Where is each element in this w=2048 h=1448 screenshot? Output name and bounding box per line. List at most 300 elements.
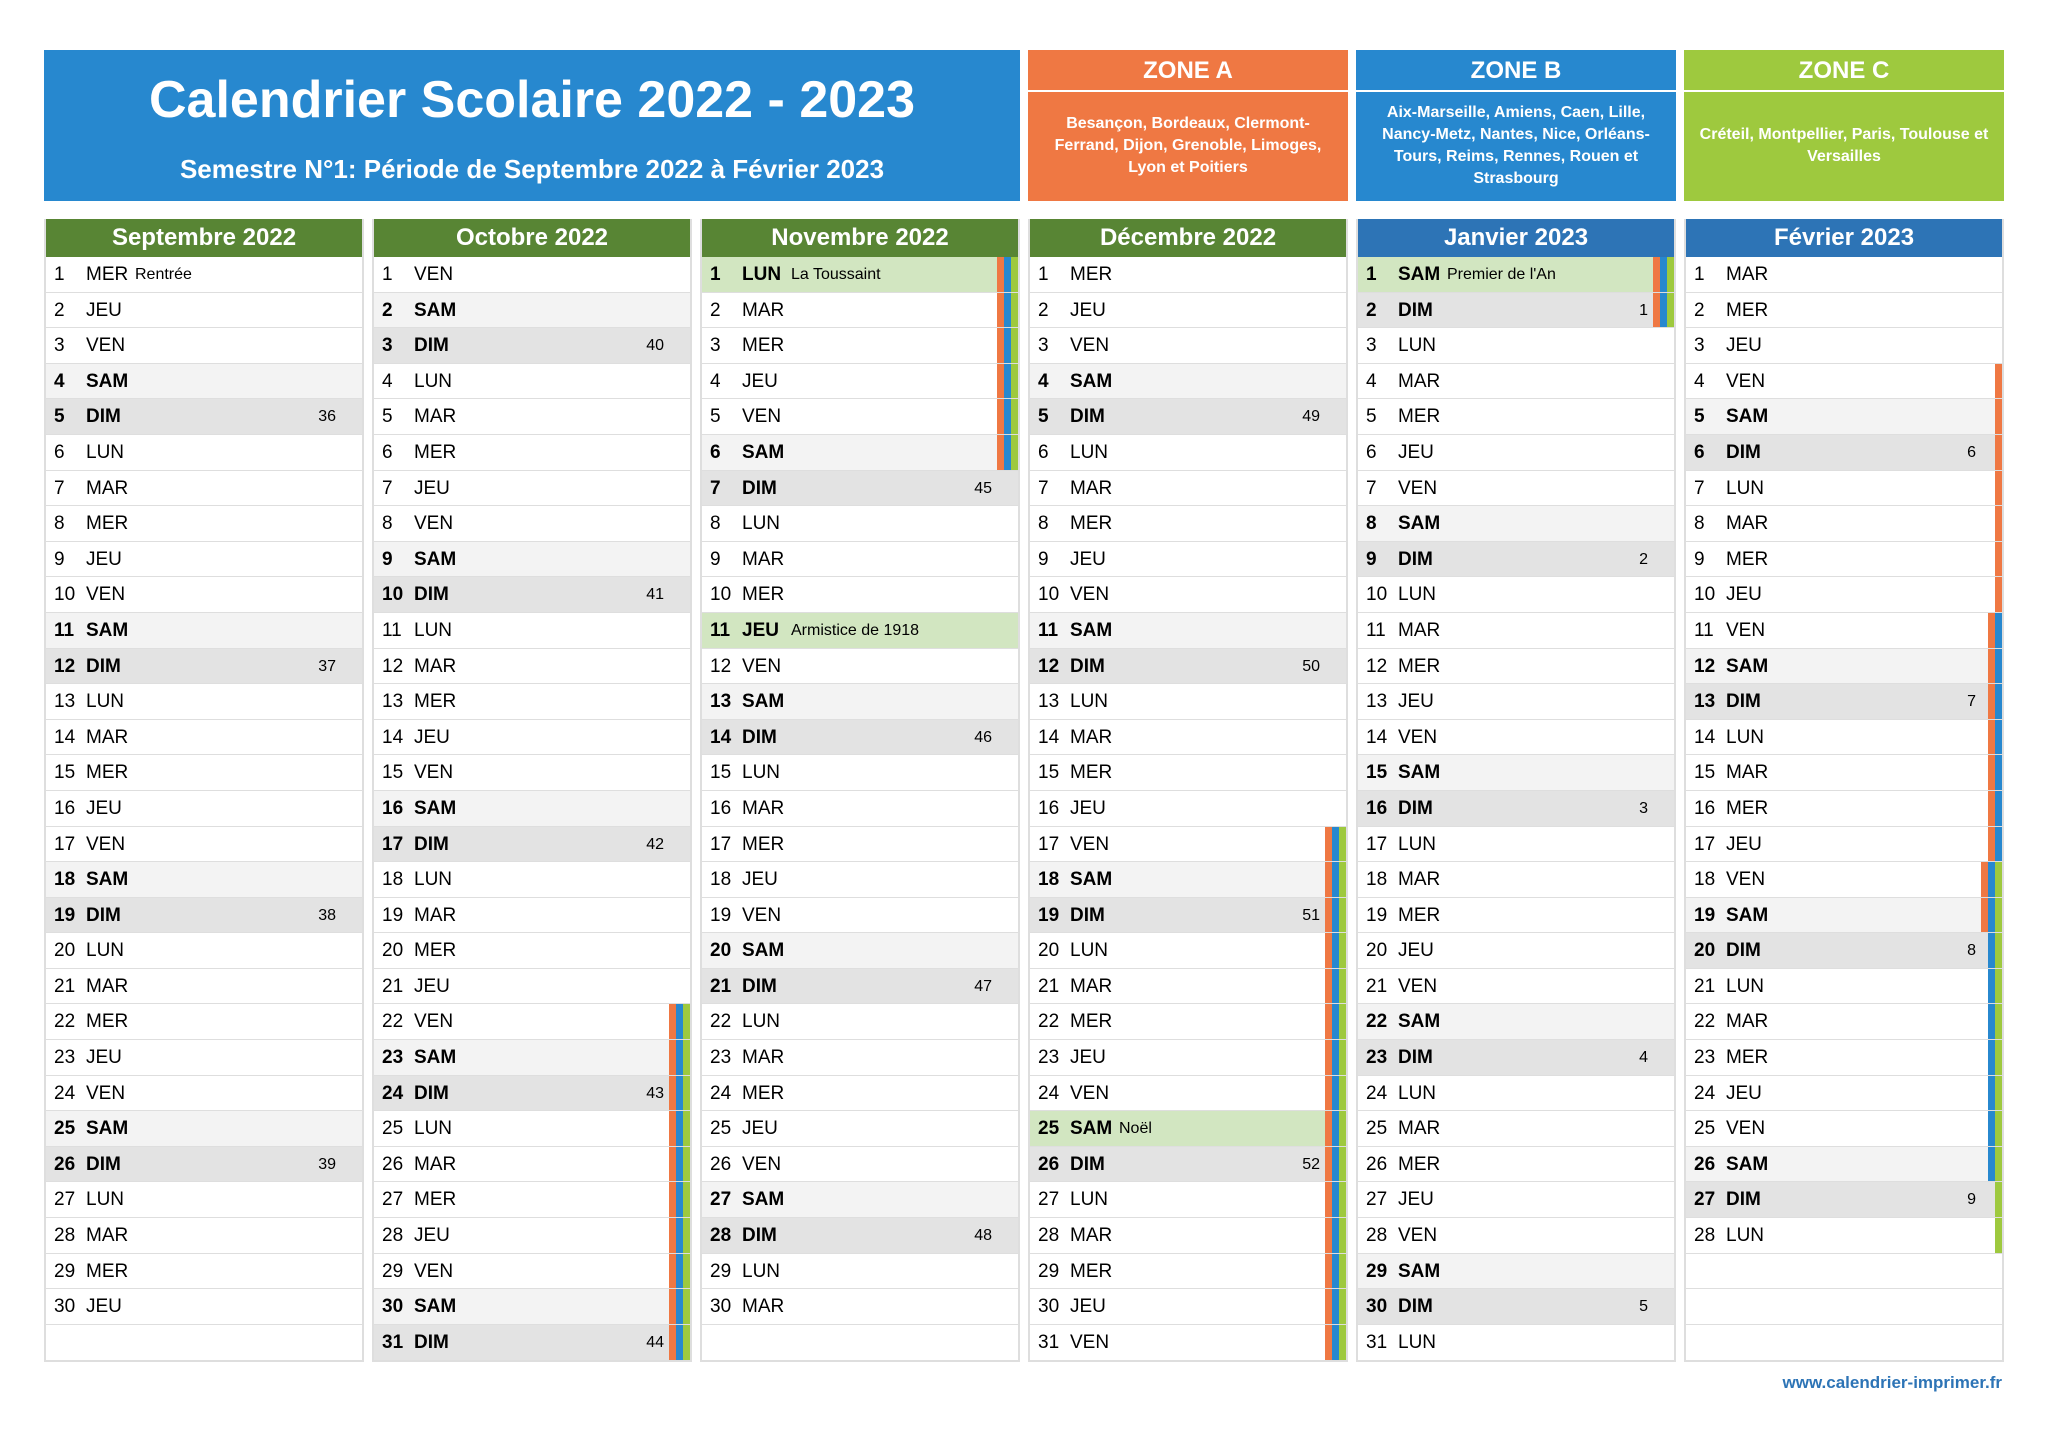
day-row bbox=[1686, 1004, 2002, 1040]
empty-day-row bbox=[1686, 1325, 2002, 1361]
day-row bbox=[374, 969, 690, 1005]
weekday-name: MER bbox=[1070, 513, 1113, 535]
weekday-name: VEN bbox=[1070, 335, 1110, 357]
weekday-name: VEN bbox=[1726, 869, 1766, 891]
weekday-name: MER bbox=[742, 833, 785, 855]
weekday-name: SAM bbox=[742, 691, 785, 713]
vacation-zone-b-bar bbox=[1332, 1111, 1339, 1146]
vacation-zone-b-bar bbox=[1332, 827, 1339, 862]
day-row bbox=[46, 684, 362, 720]
day-row bbox=[1358, 257, 1674, 293]
vacation-zone-c-bar bbox=[1339, 1147, 1346, 1182]
day-row bbox=[374, 577, 690, 613]
vacation-zone-bars bbox=[669, 1289, 690, 1324]
vacation-zone-bars bbox=[1325, 862, 1346, 897]
day-number: 3 bbox=[1038, 335, 1049, 357]
day-row bbox=[702, 1076, 1018, 1112]
month-day-list bbox=[374, 257, 690, 1360]
weekday-name: MER bbox=[86, 513, 129, 535]
vacation-zone-a-bar bbox=[1325, 933, 1332, 968]
vacation-zone-c-bar bbox=[683, 1076, 690, 1111]
day-number: 15 bbox=[54, 762, 76, 784]
day-row bbox=[374, 1254, 690, 1290]
week-number: 39 bbox=[318, 1155, 336, 1173]
zone-c-cities: Créteil, Montpellier, Paris, Toulouse et Versailles bbox=[1699, 125, 1989, 165]
day-number: 17 bbox=[1694, 833, 1716, 855]
weekday-name: MER bbox=[1726, 797, 1769, 819]
vacation-zone-a-bar bbox=[669, 1004, 676, 1039]
day-number: 7 bbox=[1366, 477, 1377, 499]
day-row bbox=[702, 1254, 1018, 1290]
day-row bbox=[374, 1182, 690, 1218]
day-number: 27 bbox=[710, 1189, 732, 1211]
vacation-zone-bars bbox=[1995, 471, 2002, 506]
weekday-name: MER bbox=[742, 1082, 785, 1104]
day-row bbox=[374, 399, 690, 435]
week-number: 5 bbox=[1639, 1298, 1648, 1316]
weekday-name: JEU bbox=[86, 1296, 122, 1318]
vacation-zone-b-bar bbox=[676, 1182, 683, 1217]
day-row bbox=[1358, 720, 1674, 756]
weekday-name: SAM bbox=[1726, 406, 1769, 428]
day-number: 15 bbox=[1366, 762, 1388, 784]
zone-a-title: ZONE A bbox=[1028, 50, 1348, 92]
vacation-zone-b-bar bbox=[676, 1004, 683, 1039]
day-row bbox=[1686, 1040, 2002, 1076]
day-row bbox=[1686, 1182, 2002, 1218]
day-row bbox=[1686, 293, 2002, 329]
month-header: Novembre 2022 bbox=[702, 219, 1018, 257]
day-row bbox=[702, 755, 1018, 791]
weekday-name: VEN bbox=[414, 264, 454, 285]
day-row bbox=[46, 1182, 362, 1218]
day-row bbox=[1030, 1147, 1346, 1183]
day-row bbox=[702, 1289, 1018, 1325]
vacation-zone-c-bar bbox=[683, 1147, 690, 1182]
vacation-zone-bars bbox=[1995, 399, 2002, 434]
weekday-name: MAR bbox=[86, 477, 129, 499]
vacation-zone-b-bar bbox=[1332, 1325, 1339, 1361]
weekday-name: LUN bbox=[86, 1189, 125, 1211]
weekday-name: LUN bbox=[742, 513, 781, 535]
vacation-zone-bars bbox=[1325, 1147, 1346, 1182]
day-row bbox=[374, 791, 690, 827]
weekday-name: MER bbox=[86, 264, 129, 285]
vacation-zone-a-bar bbox=[997, 328, 1004, 363]
weekday-name: MAR bbox=[414, 406, 457, 428]
weekday-name: VEN bbox=[414, 513, 454, 535]
week-number: 37 bbox=[318, 657, 336, 675]
day-row bbox=[1686, 791, 2002, 827]
day-number: 2 bbox=[54, 299, 65, 321]
day-number: 29 bbox=[710, 1260, 732, 1282]
day-row bbox=[374, 862, 690, 898]
vacation-zone-c-bar bbox=[1011, 293, 1018, 328]
weekday-name: MER bbox=[86, 1260, 129, 1282]
day-number: 30 bbox=[54, 1296, 76, 1318]
day-number: 18 bbox=[54, 869, 76, 891]
vacation-zone-bars bbox=[1325, 969, 1346, 1004]
weekday-name: SAM bbox=[742, 1189, 785, 1211]
week-number: 51 bbox=[1302, 906, 1320, 924]
vacation-zone-a-bar bbox=[997, 364, 1004, 399]
weekday-name: LUN bbox=[1070, 691, 1109, 713]
day-row bbox=[46, 1289, 362, 1325]
day-row bbox=[1030, 649, 1346, 685]
day-row bbox=[1358, 969, 1674, 1005]
weekday-name: DIM bbox=[1398, 1047, 1433, 1069]
day-number: 7 bbox=[382, 477, 393, 499]
day-number: 6 bbox=[710, 441, 721, 463]
vacation-zone-b-bar bbox=[676, 1076, 683, 1111]
vacation-zone-c-bar bbox=[1339, 1111, 1346, 1146]
day-number: 9 bbox=[710, 548, 721, 570]
day-row bbox=[46, 649, 362, 685]
day-number: 17 bbox=[1366, 833, 1388, 855]
day-row bbox=[1030, 684, 1346, 720]
weekday-name: MAR bbox=[1070, 1225, 1113, 1247]
weekday-name: JEU bbox=[1398, 441, 1434, 463]
day-number: 20 bbox=[1038, 940, 1060, 962]
day-row bbox=[374, 1076, 690, 1112]
weekday-name: SAM bbox=[86, 619, 129, 641]
weekday-name: MAR bbox=[1398, 869, 1441, 891]
weekday-name: DIM bbox=[414, 1331, 449, 1353]
vacation-zone-bars bbox=[1988, 1076, 2002, 1111]
weekday-name: DIM bbox=[86, 406, 121, 428]
vacation-zone-a-bar bbox=[1325, 1325, 1332, 1361]
day-number: 16 bbox=[1366, 797, 1388, 819]
vacation-zone-bars bbox=[1988, 649, 2002, 684]
weekday-name: LUN bbox=[742, 1260, 781, 1282]
empty-day-row bbox=[1686, 1254, 2002, 1290]
weekday-name: VEN bbox=[1070, 1331, 1110, 1353]
vacation-zone-bars bbox=[669, 1254, 690, 1289]
month-header: Octobre 2022 bbox=[374, 219, 690, 257]
vacation-zone-bars bbox=[1325, 1254, 1346, 1289]
day-number: 28 bbox=[382, 1225, 404, 1247]
day-row bbox=[1030, 613, 1346, 649]
vacation-zone-a-bar bbox=[669, 1111, 676, 1146]
vacation-zone-bars bbox=[1325, 1218, 1346, 1253]
day-row bbox=[1030, 1076, 1346, 1112]
weekday-name: MER bbox=[1398, 655, 1441, 677]
day-row bbox=[46, 506, 362, 542]
vacation-zone-b-bar bbox=[1332, 969, 1339, 1004]
vacation-zone-c-bar bbox=[1339, 1182, 1346, 1217]
day-number: 18 bbox=[1694, 869, 1716, 891]
day-number: 13 bbox=[382, 691, 404, 713]
week-number: 44 bbox=[646, 1333, 664, 1351]
day-number: 12 bbox=[1366, 655, 1388, 677]
weekday-name: LUN bbox=[1070, 940, 1109, 962]
week-number: 42 bbox=[646, 835, 664, 853]
day-number: 31 bbox=[382, 1331, 404, 1353]
day-number: 5 bbox=[382, 406, 393, 428]
day-number: 14 bbox=[54, 726, 76, 748]
vacation-zone-a-bar bbox=[1995, 399, 2002, 434]
day-row bbox=[1030, 862, 1346, 898]
vacation-zone-bars bbox=[1325, 827, 1346, 862]
day-number: 28 bbox=[710, 1225, 732, 1247]
vacation-zone-a-bar bbox=[669, 1218, 676, 1253]
day-number: 17 bbox=[54, 833, 76, 855]
day-number: 25 bbox=[54, 1118, 76, 1140]
day-number: 23 bbox=[54, 1047, 76, 1069]
day-row bbox=[374, 1040, 690, 1076]
day-number: 3 bbox=[382, 335, 393, 357]
vacation-zone-a-bar bbox=[1995, 577, 2002, 612]
weekday-name: DIM bbox=[1070, 406, 1105, 428]
month-day-list bbox=[46, 257, 362, 1360]
day-row bbox=[374, 649, 690, 685]
weekday-name: SAM bbox=[86, 370, 129, 392]
day-row bbox=[702, 1111, 1018, 1147]
day-row bbox=[1030, 933, 1346, 969]
weekday-name: LUN bbox=[414, 869, 453, 891]
day-number: 1 bbox=[54, 264, 65, 285]
weekday-name: DIM bbox=[414, 584, 449, 606]
day-row bbox=[1358, 791, 1674, 827]
day-number: 21 bbox=[382, 975, 404, 997]
day-row bbox=[374, 1111, 690, 1147]
day-number: 27 bbox=[1038, 1189, 1060, 1211]
month-day-list bbox=[1358, 257, 1674, 1360]
day-number: 21 bbox=[1694, 975, 1716, 997]
weekday-name: SAM bbox=[1726, 1153, 1769, 1175]
day-number: 6 bbox=[54, 441, 65, 463]
weekday-name: SAM bbox=[414, 548, 457, 570]
week-number: 1 bbox=[1639, 301, 1648, 319]
vacation-zone-a-bar bbox=[1325, 827, 1332, 862]
day-number: 2 bbox=[1366, 299, 1377, 321]
day-row bbox=[46, 1218, 362, 1254]
vacation-zone-bars bbox=[1653, 293, 1674, 328]
day-number: 30 bbox=[382, 1296, 404, 1318]
weekday-name: VEN bbox=[742, 655, 782, 677]
day-number: 17 bbox=[710, 833, 732, 855]
vacation-zone-b-bar bbox=[1332, 1218, 1339, 1253]
day-number: 22 bbox=[1694, 1011, 1716, 1033]
vacation-zone-bars bbox=[669, 1325, 690, 1361]
day-row bbox=[1358, 933, 1674, 969]
weekday-name: LUN bbox=[742, 264, 782, 285]
vacation-zone-b-bar bbox=[1332, 1147, 1339, 1182]
vacation-zone-c-bar bbox=[683, 1218, 690, 1253]
day-number: 2 bbox=[382, 299, 393, 321]
weekday-name: MAR bbox=[1726, 1011, 1769, 1033]
week-number: 40 bbox=[646, 337, 664, 355]
day-number: 19 bbox=[382, 904, 404, 926]
day-number: 13 bbox=[1694, 691, 1716, 713]
weekday-name: VEN bbox=[742, 1153, 782, 1175]
day-number: 6 bbox=[1366, 441, 1377, 463]
weekday-name: JEU bbox=[1398, 1189, 1434, 1211]
vacation-zone-bars bbox=[1988, 933, 2002, 968]
day-number: 23 bbox=[1366, 1047, 1388, 1069]
weekday-name: JEU bbox=[1726, 335, 1762, 357]
weekday-name: JEU bbox=[742, 370, 778, 392]
week-number: 41 bbox=[646, 586, 664, 604]
day-number: 8 bbox=[382, 513, 393, 535]
day-number: 4 bbox=[54, 370, 65, 392]
day-number: 18 bbox=[710, 869, 732, 891]
day-row bbox=[374, 827, 690, 863]
vacation-zone-bars bbox=[1988, 755, 2002, 790]
day-number: 11 bbox=[54, 619, 75, 641]
vacation-zone-b-bar bbox=[1660, 257, 1667, 292]
vacation-zone-a-bar bbox=[1988, 649, 1995, 684]
vacation-zone-c-bar bbox=[1995, 862, 2002, 897]
weekday-name: LUN bbox=[1398, 1082, 1437, 1104]
month-december-2022 bbox=[1028, 219, 1348, 1362]
day-row bbox=[1358, 399, 1674, 435]
day-number: 30 bbox=[1038, 1296, 1060, 1318]
day-row bbox=[1358, 1147, 1674, 1183]
vacation-zone-a-bar bbox=[1325, 862, 1332, 897]
vacation-zone-bars bbox=[1653, 257, 1674, 292]
day-row bbox=[1030, 898, 1346, 934]
day-row bbox=[702, 898, 1018, 934]
weekday-name: LUN bbox=[414, 370, 453, 392]
vacation-zone-b-bar bbox=[1332, 1182, 1339, 1217]
day-row bbox=[1030, 471, 1346, 507]
vacation-zone-bars bbox=[1995, 1182, 2002, 1217]
day-number: 5 bbox=[710, 406, 721, 428]
day-row bbox=[702, 399, 1018, 435]
page-title: Calendrier Scolaire 2022 - 2023 bbox=[148, 71, 915, 129]
day-row bbox=[46, 257, 362, 293]
weekday-name: VEN bbox=[1398, 1225, 1438, 1247]
week-number: 3 bbox=[1639, 799, 1648, 817]
day-number: 12 bbox=[710, 655, 732, 677]
day-row bbox=[1358, 613, 1674, 649]
day-number: 14 bbox=[710, 726, 732, 748]
day-row bbox=[1358, 755, 1674, 791]
day-number: 27 bbox=[54, 1189, 76, 1211]
weekday-name: SAM bbox=[1398, 264, 1441, 285]
weekday-name: MAR bbox=[1070, 477, 1113, 499]
weekday-name: LUN bbox=[1726, 726, 1765, 748]
day-row bbox=[702, 969, 1018, 1005]
day-number: 25 bbox=[382, 1118, 404, 1140]
vacation-zone-a-bar bbox=[669, 1325, 676, 1361]
day-row bbox=[46, 969, 362, 1005]
weekday-name: SAM bbox=[1726, 655, 1769, 677]
day-number: 29 bbox=[54, 1260, 76, 1282]
weekday-name: MAR bbox=[1070, 726, 1113, 748]
vacation-zone-b-bar bbox=[1332, 862, 1339, 897]
day-row bbox=[46, 399, 362, 435]
day-number: 22 bbox=[1366, 1011, 1388, 1033]
weekday-name: SAM bbox=[414, 1047, 457, 1069]
vacation-zone-bars bbox=[997, 328, 1018, 363]
empty-day-row bbox=[1686, 1289, 2002, 1325]
weekday-name: JEU bbox=[1726, 584, 1762, 606]
vacation-zone-a-bar bbox=[1981, 898, 1988, 933]
vacation-zone-a-bar bbox=[1325, 1254, 1332, 1289]
vacation-zone-b-bar bbox=[1988, 862, 1995, 897]
vacation-zone-a-bar bbox=[997, 293, 1004, 328]
day-number: 20 bbox=[54, 940, 76, 962]
weekday-name: LUN bbox=[86, 940, 125, 962]
day-row bbox=[46, 1004, 362, 1040]
day-number: 22 bbox=[54, 1011, 76, 1033]
day-row bbox=[374, 257, 690, 293]
day-row bbox=[374, 293, 690, 329]
day-row bbox=[46, 720, 362, 756]
day-row bbox=[1358, 684, 1674, 720]
day-row bbox=[702, 791, 1018, 827]
day-row bbox=[374, 684, 690, 720]
day-number: 10 bbox=[1694, 584, 1716, 606]
day-row bbox=[702, 542, 1018, 578]
day-number: 5 bbox=[1038, 406, 1049, 428]
event-label: Noël bbox=[1119, 1120, 1152, 1138]
vacation-zone-c-bar bbox=[1339, 898, 1346, 933]
day-row bbox=[702, 933, 1018, 969]
day-number: 25 bbox=[1366, 1118, 1388, 1140]
vacation-zone-bars bbox=[1995, 364, 2002, 399]
vacation-zone-c-bar bbox=[683, 1004, 690, 1039]
day-number: 23 bbox=[710, 1047, 732, 1069]
day-number: 11 bbox=[382, 619, 402, 641]
day-row bbox=[46, 791, 362, 827]
day-number: 1 bbox=[382, 264, 393, 285]
day-number: 30 bbox=[710, 1296, 732, 1318]
weekday-name: MER bbox=[414, 1189, 457, 1211]
week-number: 48 bbox=[974, 1227, 992, 1245]
day-number: 3 bbox=[1694, 335, 1705, 357]
weekday-name: MAR bbox=[1398, 1118, 1441, 1140]
vacation-zone-b-bar bbox=[1660, 293, 1667, 328]
day-number: 26 bbox=[710, 1153, 732, 1175]
vacation-zone-b-bar bbox=[1995, 755, 2002, 790]
day-row bbox=[374, 898, 690, 934]
week-number: 8 bbox=[1967, 942, 1976, 960]
weekday-name: MER bbox=[1070, 1260, 1113, 1282]
day-number: 11 bbox=[710, 619, 731, 641]
weekday-name: SAM bbox=[414, 1296, 457, 1318]
vacation-zone-a-bar bbox=[669, 1182, 676, 1217]
day-number: 10 bbox=[54, 584, 76, 606]
event-label: Armistice de 1918 bbox=[791, 621, 920, 639]
month-day-list bbox=[1030, 257, 1346, 1360]
vacation-zone-bars bbox=[1988, 1040, 2002, 1075]
weekday-name: DIM bbox=[1726, 691, 1761, 713]
day-row bbox=[702, 577, 1018, 613]
day-number: 7 bbox=[710, 477, 721, 499]
week-number: 7 bbox=[1967, 693, 1976, 711]
vacation-zone-bars bbox=[669, 1004, 690, 1039]
vacation-zone-bars bbox=[1325, 898, 1346, 933]
weekday-name: DIM bbox=[1398, 797, 1433, 819]
day-number: 19 bbox=[1694, 904, 1716, 926]
day-row bbox=[1358, 1289, 1674, 1325]
week-number: 52 bbox=[1302, 1155, 1320, 1173]
day-number: 21 bbox=[54, 975, 76, 997]
day-row bbox=[1686, 649, 2002, 685]
website-link[interactable]: www.calendrier-imprimer.fr bbox=[1782, 1373, 2002, 1392]
weekday-name: JEU bbox=[742, 619, 779, 641]
weekday-name: DIM bbox=[1398, 548, 1433, 570]
vacation-zone-bars bbox=[997, 364, 1018, 399]
month-february-2023 bbox=[1684, 219, 2004, 1362]
vacation-zone-bars bbox=[1995, 435, 2002, 470]
day-number: 4 bbox=[1038, 370, 1049, 392]
vacation-zone-c-bar bbox=[1667, 293, 1674, 328]
vacation-zone-bars bbox=[997, 257, 1018, 292]
